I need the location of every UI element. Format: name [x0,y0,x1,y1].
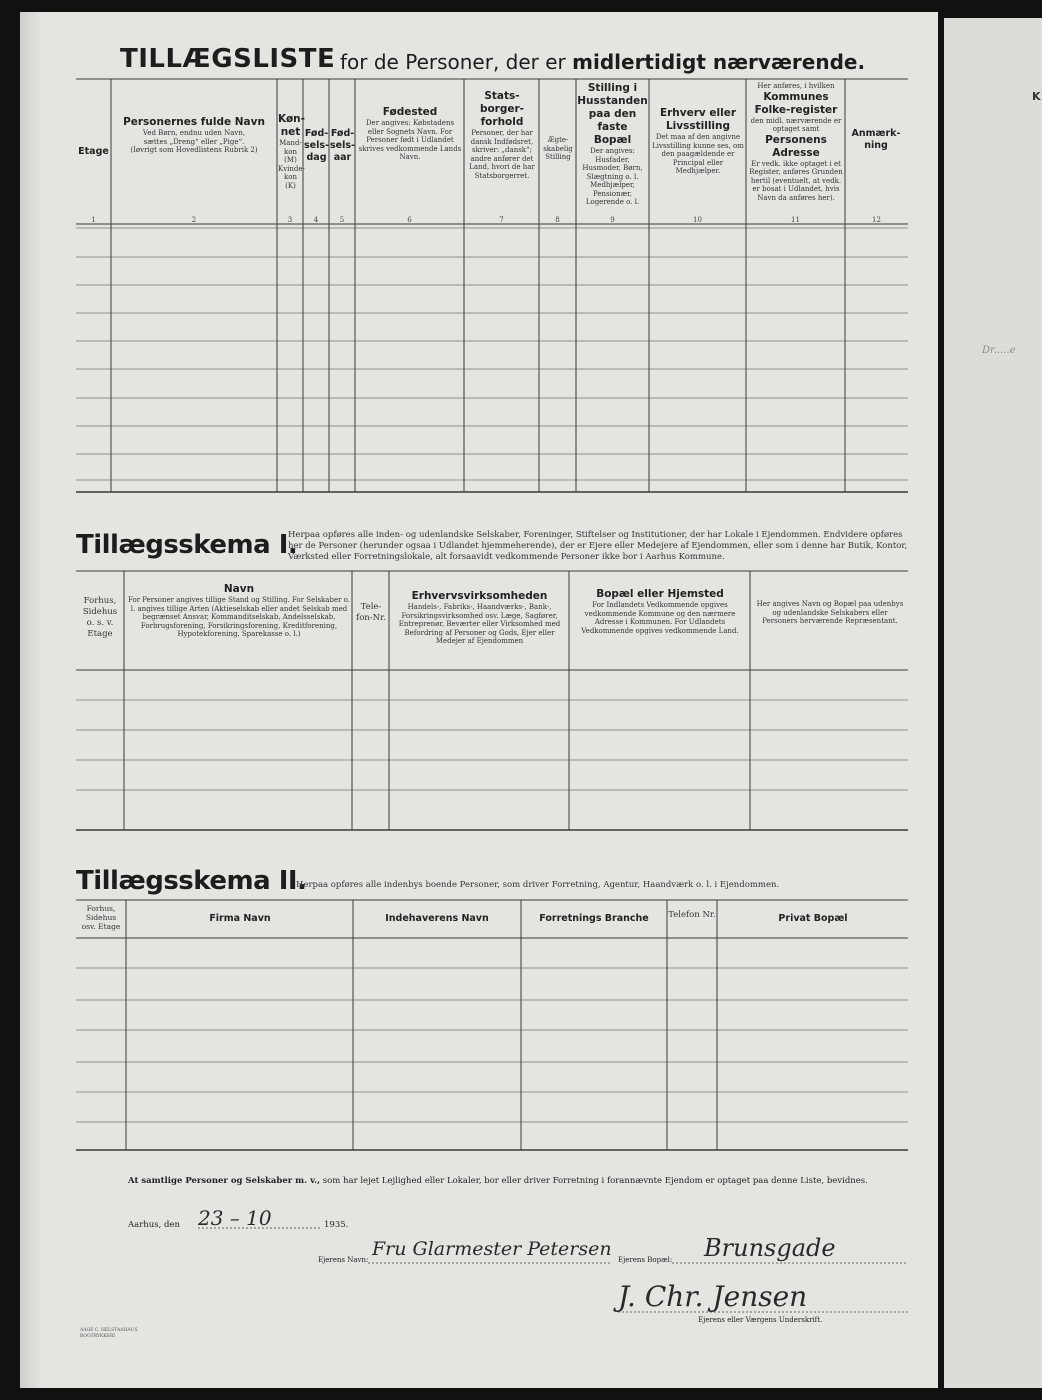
colnum-6: 6 [407,216,412,224]
colnum-5: 5 [339,216,345,224]
adjacent-page-faint-text: Dr.....e [982,345,1016,356]
owner-address-handwritten: Brunsgade [704,1234,836,1262]
s1-col-erhverv: Erhvervsvirksomheden Handels-, Fabriks-, Haandværks-, Bank-, Forsikringsvirksomhed osv. Læge, Sagfører, Entreprenør, Beværter eller Virksomhed med Befordring af Personer og Gods, Ejer eller Medejer af Ejendommen [398,590,561,645]
skema1-title: Tillægsskema I. [76,530,298,560]
s1-col-navn: Navn For Personer angives tillige Stand og Stilling. For Selskaber o. l. angives tillige Arten (Aktieselskab eller andet Selskab med begrænset Ansvar, Kommanditselskab, Andelsselskab, Forbrugsforening, Forsikringsforening, Kreditforening, Hypotekforening, Sparekasse o. l.) [128,583,350,638]
tillaegsliste-title: TILLÆGSLISTE [120,44,336,74]
owner-name-label: Ejerens Navn: [318,1256,369,1264]
s2-col-telefon: Telefon Nr. [668,910,716,920]
col-erhverv: Erhverv eller Livsstilling Det maa af den angivne Livsstilling kunne ses, om den paagældende er Principal eller Medhjælper. [652,107,744,175]
s1-col-repraesentant: Her angives Navn og Bopæl paa udenbys og udenlandske Selskabers eller Personers herværende Repræsentant. [756,600,904,625]
owner-address-label: Ejerens Bopæl: [618,1256,673,1264]
col-foedselsdag: Fød-sels-dag [304,128,329,163]
signature-label: Ejerens eller Værgens Underskrift. [698,1316,823,1324]
tillaegsliste-subtitle: for de Personer, der er midlertidigt nærværende. [340,50,866,74]
s1-col-telefon: Tele-fon-Nr. [356,602,386,623]
owner-name-handwritten: Fru Glarmester Petersen [372,1238,612,1260]
col-etage: Etage [78,146,109,157]
colnum-2: 2 [191,216,197,224]
s2-col-firma: Firma Navn [209,913,271,924]
skema1-description: Herpaa opføres alle inden- og udenlandske Selskaber, Foreninger, Stiftelser og Institutioner, der har Lokale i Ejendommen. Endvidere opføres her de Personer (herunder ogsaa i Udlandet hjemmeherende), der er Ejere eller Medejere af Ejendommen, eller som i denne har Butik, Kontor, Værksted eller Forretningslokale, alt forsaavidt vedkommende Personer ikke bor i Aarhus Kommune. [288,530,908,562]
skema2-title: Tillægsskema II. [76,866,307,896]
s2-col-privat-bopael: Privat Bopæl [778,913,848,924]
colnum-7: 7 [499,216,504,224]
col-koennet: Køn-net Mand-kon (M) Kvinde-kon (K) [278,113,305,190]
adjacent-page-letter: K [1032,90,1041,103]
attestation-text: At samtlige Personer og Selskaber m. v., som har lejet Lejlighed eller Lokaler, bor eller driver Forretning i forannævnte Ejendom er optaget paa denne Liste, bevidnes. [128,1176,868,1186]
s2-col-branche: Forretnings Branche [539,913,649,924]
s1-col-forhus: Forhus, Sidehus o. s. v. Etage [82,596,118,639]
colnum-11: 11 [791,216,800,224]
col-stilling: Stilling i Husstanden paa den faste Bopæl Der angives: Husfader, Husmoder, Børn, Slægtning o. l. Medhjælper, Pensionær, Logerende o. l. [577,82,648,206]
date-handwritten: 23 – 10 [198,1206,272,1230]
col-anmaerkning: Anmærk-ning [851,128,901,151]
signature-handwritten: J. Chr. Jensen [618,1280,808,1313]
col-aegteskabelig: Ægte-skabelig Stilling [543,136,573,161]
colnum-3: 3 [287,216,293,224]
colnum-8: 8 [555,216,560,224]
skema2-description: Herpaa opføres alle indenbys boende Personer, som driver Forretning, Agentur, Haandværk o. l. i Ejendommen. [296,880,780,890]
s1-col-bopael: Bopæl eller Hjemsted For Indlandets Vedkommende opgives vedkommende Kommune og den nærmere Adresse i Kommunen. For Udlandets Vedkommende opgives vedkommende Land. [581,588,739,635]
colnum-4: 4 [313,216,319,224]
s2-col-forhus: Forhus, Sidehus osv. Etage [81,904,121,931]
col-foedested: Fødested Der angives: Købstadens eller Sognets Navn. For Personer født i Udlandet skrives vedkommende Lands Navn. [358,106,462,161]
printer-imprint: AAGE C. HELSTAAHAUS BOGTRYKKERI [80,1328,138,1339]
colnum-12: 12 [872,216,881,224]
date-line: Aarhus, den [128,1220,180,1230]
colnum-10: 10 [693,216,702,224]
col-foedselsaar: Fød-sels-aar [330,128,355,163]
col-statsborgerforhold: Stats-borger-forhold Personer, der har dansk Indfødsret, skriver: „dansk“; andre anfører det Land, hvori de har Statsborgerret. [469,90,535,180]
col-adresse: Her anføres, i hvilken Kommunes Folke-register den midl. nærværende er optaget samt Personens Adresse Er vedk. ikke optaget i et Register, anføres Grunden hertil (eventuelt, at vedk. er bosat i Udlandet, hvis Navn da anføres her). [749,82,843,202]
s2-col-indehaver: Indehaverens Navn [385,913,489,924]
colnum-1: 1 [91,216,96,224]
colnum-9: 9 [610,216,615,224]
col-navn: Personernes fulde Navn Ved Børn, endnu uden Navn, sættes „Dreng“ eller „Pige“. (Iøvrigt som Hovedlistens Rubrik 2) [123,116,265,154]
date-year: 1935. [324,1220,349,1230]
